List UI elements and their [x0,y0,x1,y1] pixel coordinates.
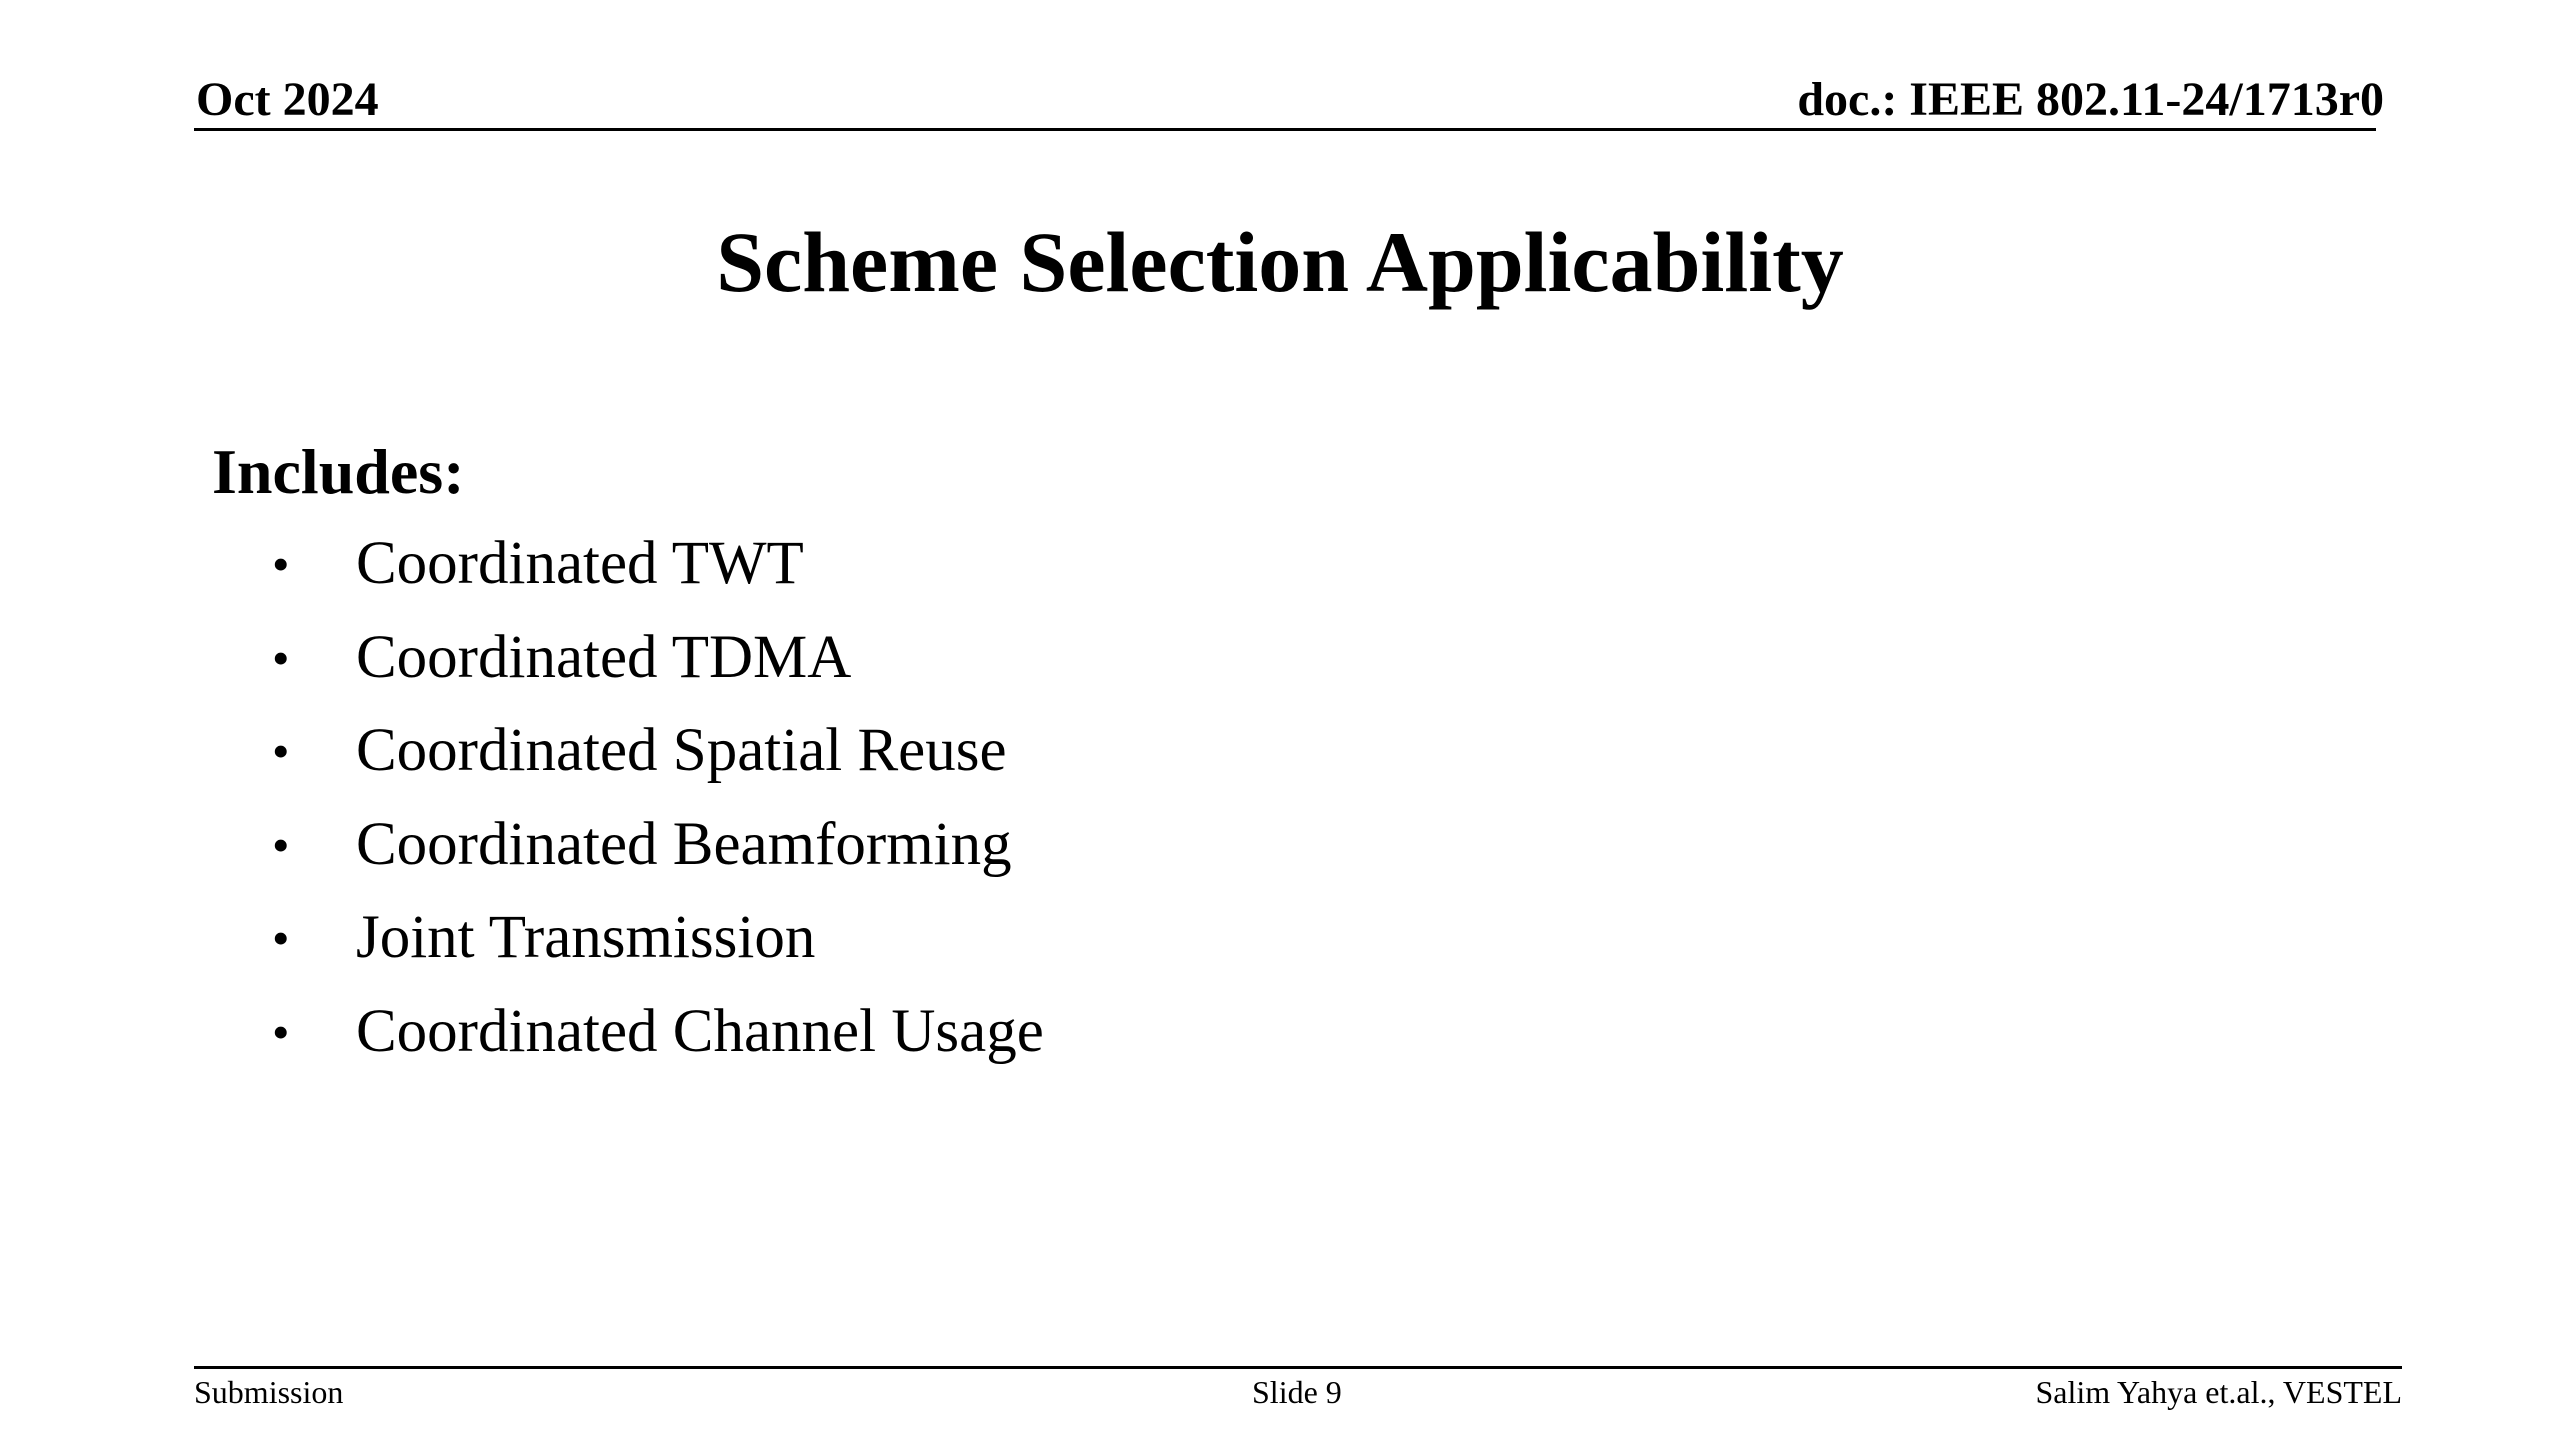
bullet-icon: • [272,910,290,966]
footer-author: Salim Yahya et.al., VESTEL [2035,1374,2402,1410]
bullet-icon: • [272,629,290,686]
list-item-text: Joint Transmission [356,904,816,971]
list-item-text: Coordinated Spatial Reuse [356,717,1007,784]
footer-slide-number: Slide 9 [1252,1374,1342,1410]
list-item-text: Coordinated TDMA [356,623,852,691]
footer-submission: Submission [194,1374,344,1410]
header-divider [194,128,2376,131]
bullet-icon: • [272,723,290,779]
header-date: Oct 2024 [196,73,379,126]
bullet-icon: • [272,816,290,873]
bullet-icon: • [272,1003,290,1060]
list-item-text: Coordinated Channel Usage [356,997,1044,1065]
footer-divider [194,1366,2402,1369]
header-doc-id: doc.: IEEE 802.11-24/1713r0 [1797,73,2384,126]
list-item-text: Coordinated TWT [356,530,804,597]
bullet-icon: • [272,536,290,592]
list-item-text: Coordinated Beamforming [356,810,1012,878]
includes-heading: Includes: [212,436,465,507]
slide-title: Scheme Selection Applicability [716,214,1844,310]
